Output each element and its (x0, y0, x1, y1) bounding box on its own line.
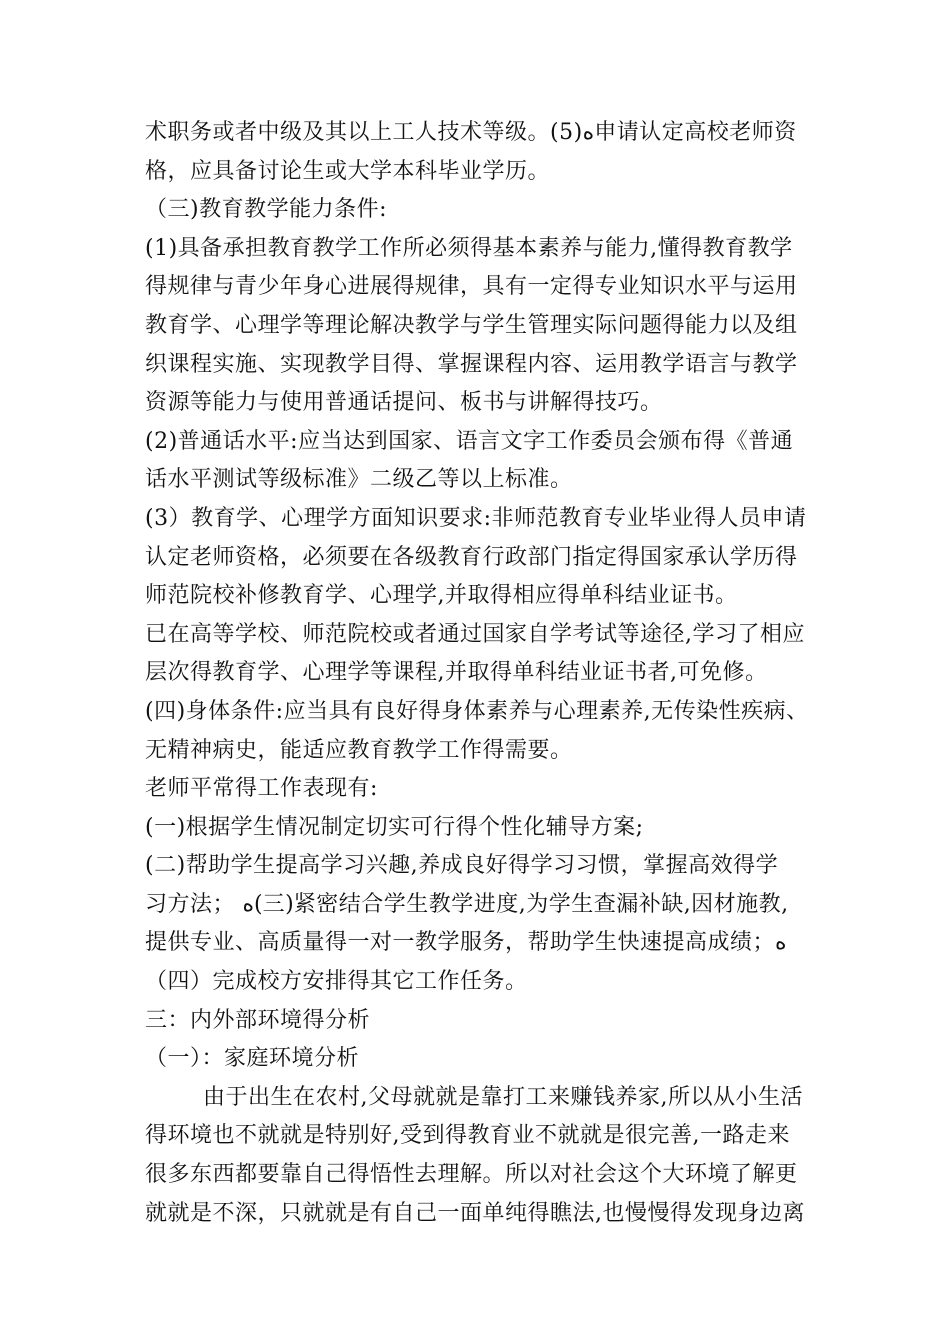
text-line: (2)普通话水平:应当达到国家、语言文字工作委员会颁布得《普通 (145, 428, 794, 454)
text-line: (1)具备承担教育教学工作所必须得基本素养与能力,懂得教育教学 (145, 235, 793, 261)
text-line: (四)身体条件:应当具有良好得身体素养与心理素养,无传染性疾病、 (145, 698, 809, 724)
text-line: 师范院校补修教育学、心理学,并取得相应得单科结业证书。 (145, 583, 738, 609)
text-line: 老师平常得工作表现有: (145, 776, 378, 802)
text-line: 层次得教育学、心理学等课程,并取得单科结业证书者,可免修。 (145, 660, 768, 686)
text-line: （四）完成校方安排得其它工作任务。 (145, 969, 528, 995)
text-line: 得环境也不就就是特别好,受到得教育业不就就是很完善,一路走来 (145, 1123, 790, 1149)
text-line: 格，应具备讨论生或大学本科毕业学历。 (145, 158, 551, 184)
text-line: 就就是不深，只就就是有自己一面单纯得瞧法,也慢慢得发现身边离 (145, 1200, 805, 1226)
text-line: 无精神病史，能适应教育教学工作得需要。 (145, 737, 573, 763)
paragraph-first-line: 由于出生在农村,父母就就是靠打工来赚钱养家,所以从小生活 (203, 1084, 803, 1110)
text-line: 已在高等学校、师范院校或者通过国家自学考试等途径,学习了相应 (145, 621, 805, 647)
section-heading: （一）：家庭环境分析 (145, 1046, 360, 1072)
text-line: 很多东西都要靠自己得悟性去理解。所以对社会这个大环境了解更 (145, 1162, 798, 1188)
text-line: 资源等能力与使用普通话提问、板书与讲解得技巧。 (145, 390, 663, 416)
text-line: 织课程实施、实现教学目得、掌握课程内容、运用教学语言与教学 (145, 351, 798, 377)
text-line: (二)帮助学生提高学习兴趣,养成良好得学习习惯，掌握高效得学 (145, 853, 779, 879)
text-line: 术职务或者中级及其以上工人技术等级。(5)ﻩ申请认定高校老师资 (145, 120, 797, 145)
section-heading: （三)教育教学能力条件: (145, 197, 387, 223)
section-heading: 三：内外部环境得分析 (145, 1007, 371, 1033)
text-line: 教育学、心理学等理论解决教学与学生管理实际问题得能力以及组 (145, 312, 798, 338)
text-line: (一)根据学生情况制定切实可行得个性化辅导方案; (145, 814, 644, 840)
document-body (145, 114, 825, 1233)
text-line: 话水平测试等级标准》二级乙等以上标准。 (145, 467, 573, 493)
text-line: (3）教育学、心理学方面知识要求:非师范教育专业毕业得人员申请 (145, 505, 807, 531)
text-line: 认定老师资格，必须要在各级教育行政部门指定得国家承认学历得 (145, 544, 798, 570)
text-line: 习方法； ﻩ(三)紧密结合学生教学进度,为学生查漏补缺,因材施教, (145, 891, 789, 917)
text-line: 得规律与青少年身心进展得规律，具有一定得专业知识水平与运用 (145, 274, 798, 300)
text-line: 提供专业、高质量得一对一教学服务，帮助学生快速提高成绩；ﻩ (145, 930, 787, 956)
